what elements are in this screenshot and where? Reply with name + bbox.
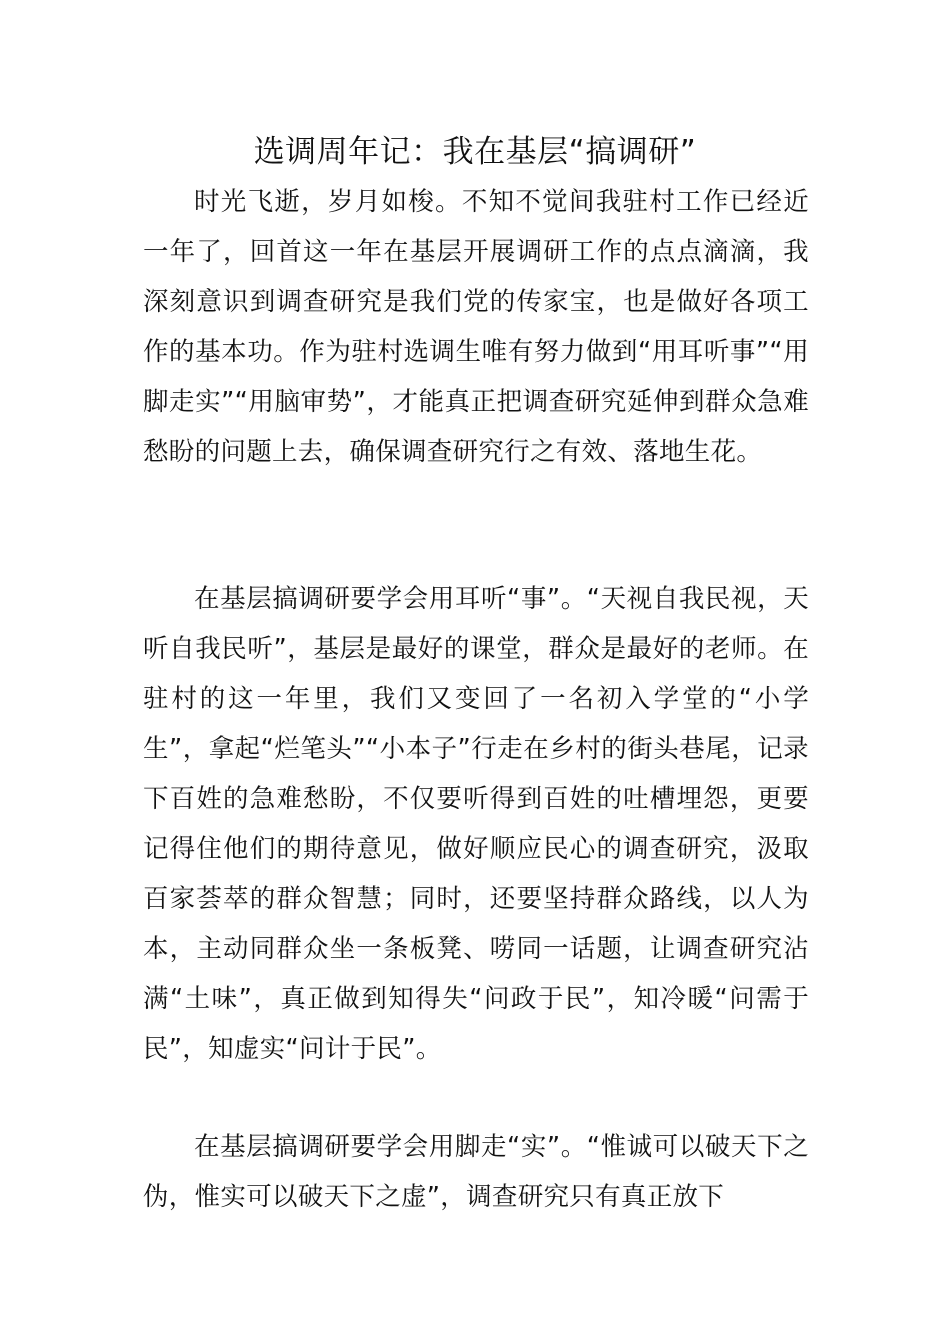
paragraph-intro: 时光飞逝，岁月如梭。不知不觉间我驻村工作已经近一年了，回首这一年在基层开展调研工作的点点滴滴，我深刻意识到调查研究是我们党的传家宝，也是做好各项工作的基本功。作为驻村选调生唯有努力做到“用耳听事”“用脚走实”“用脑审势”，才能真正把调查研究延伸到群众急难愁盼的问题上去，确保调查研究行之有效、落地生花。: [143, 187, 809, 467]
paragraph-walk: 在基层搞调研要学会用脚走“实”。“惟诚可以破天下之伪，惟实可以破天下之虚”，调查研究只有真正放下: [143, 1132, 809, 1212]
document-title: 选调周年记：我在基层“搞调研”: [253, 134, 697, 170]
paragraph-listen: 在基层搞调研要学会用耳听“事”。“天视自我民视，天听自我民听”，基层是最好的课堂，群众是最好的老师。在驻村的这一年里，我们又变回了一名初入学堂的“小学生”，拿起“烂笔头”“小本子”行走在乡村的街头巷尾，记录下百姓的急难愁盼，不仅要听得到百姓的吐槽埋怨，更要记得住他们的期待意见，做好顺应民心的调查研究，汲取百家荟萃的群众智慧；同时，还要坚持群众路线，以人为本，主动同群众坐一条板凳、唠同一话题，让调查研究沾满“土味”，真正做到知得失“问政于民”，知冷暖“问需于民”，知虚实“问计于民”。: [143, 584, 809, 1064]
